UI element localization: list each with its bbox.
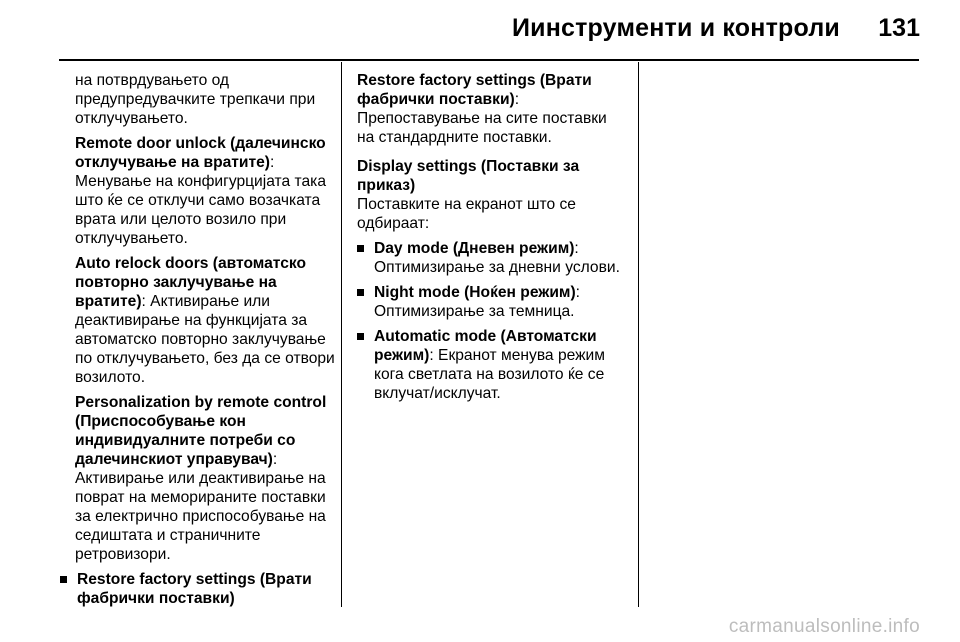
list-item	[60, 570, 337, 608]
paragraph	[75, 254, 337, 387]
term-night-mode: Night mode (Ноќен режим)	[374, 284, 576, 301]
section-title: Display settings (Поставки за приказ)	[357, 158, 580, 194]
term-personalization-remote: Personalization by remote control (Приспособување кон индивидуалните потреби со далечинскиот управувач)	[75, 394, 327, 468]
column-middle	[357, 71, 625, 409]
column-divider-2	[638, 62, 639, 607]
term-restore-factory-settings: Restore factory settings (Врати фабрички поставки)	[77, 571, 312, 607]
paragraph-text: : Препоставување на сите поставки на стандардните поставки.	[357, 91, 607, 146]
paragraph-text: : Менување на конфигурцијата така што ќе се отклучи само возачката врата или целото возило при отклучувањето.	[75, 154, 327, 247]
list-item-text: : Оптимизирање за дневни услови.	[374, 240, 620, 276]
paragraph-text: на потврдувањето од предупредувачките трепкачи при отклучувањето.	[75, 72, 316, 127]
term-restore-factory-settings: Restore factory settings (Врати фабрички поставки)	[357, 72, 592, 108]
paragraph	[75, 393, 337, 564]
list-item	[357, 239, 625, 277]
page-number: 131	[878, 14, 920, 42]
term-automatic-mode: Automatic mode (Автоматски режим)	[374, 328, 597, 364]
column-divider-1	[341, 62, 342, 607]
term-auto-relock-doors: Auto relock doors (автоматско повторно заклучување на вратите)	[75, 255, 306, 310]
list-item-text: : Екранот менува режим кога светлата на возилото ќе се вклучат/исклучат.	[374, 347, 605, 402]
list-item	[357, 327, 625, 403]
section-heading	[357, 157, 625, 195]
page-header	[0, 0, 960, 66]
watermark: carmanualsonline.info	[728, 616, 920, 637]
paragraph	[75, 134, 337, 248]
list-item-text: : Оптимизирање за темница.	[374, 284, 581, 320]
list-item	[357, 283, 625, 321]
term-remote-door-unlock: Remote door unlock (далечинско отклучување на вратите)	[75, 135, 326, 171]
header-rule	[59, 59, 919, 61]
paragraph-text: Поставките на екранот што се одбираат:	[357, 196, 576, 232]
column-left	[75, 71, 337, 614]
page-title: Иинструменти и контроли	[511, 14, 840, 42]
bullet-square-icon	[357, 333, 364, 340]
paragraph	[357, 195, 625, 233]
paragraph	[75, 71, 337, 128]
bullet-square-icon	[357, 289, 364, 296]
bullet-square-icon	[357, 245, 364, 252]
term-day-mode: Day mode (Дневен режим)	[374, 240, 575, 257]
paragraph-text: : Активирање или деактивирање на поврат на меморираните поставки за електрично приспособување на седиштата и страничните ретровизори.	[75, 451, 326, 563]
paragraph-text: : Активирање или деактивирање на функцијата за автоматско повторно заклучување по отклучувањето, без да се отвори возилото.	[75, 293, 335, 386]
paragraph	[357, 71, 625, 147]
bullet-square-icon	[60, 576, 67, 583]
